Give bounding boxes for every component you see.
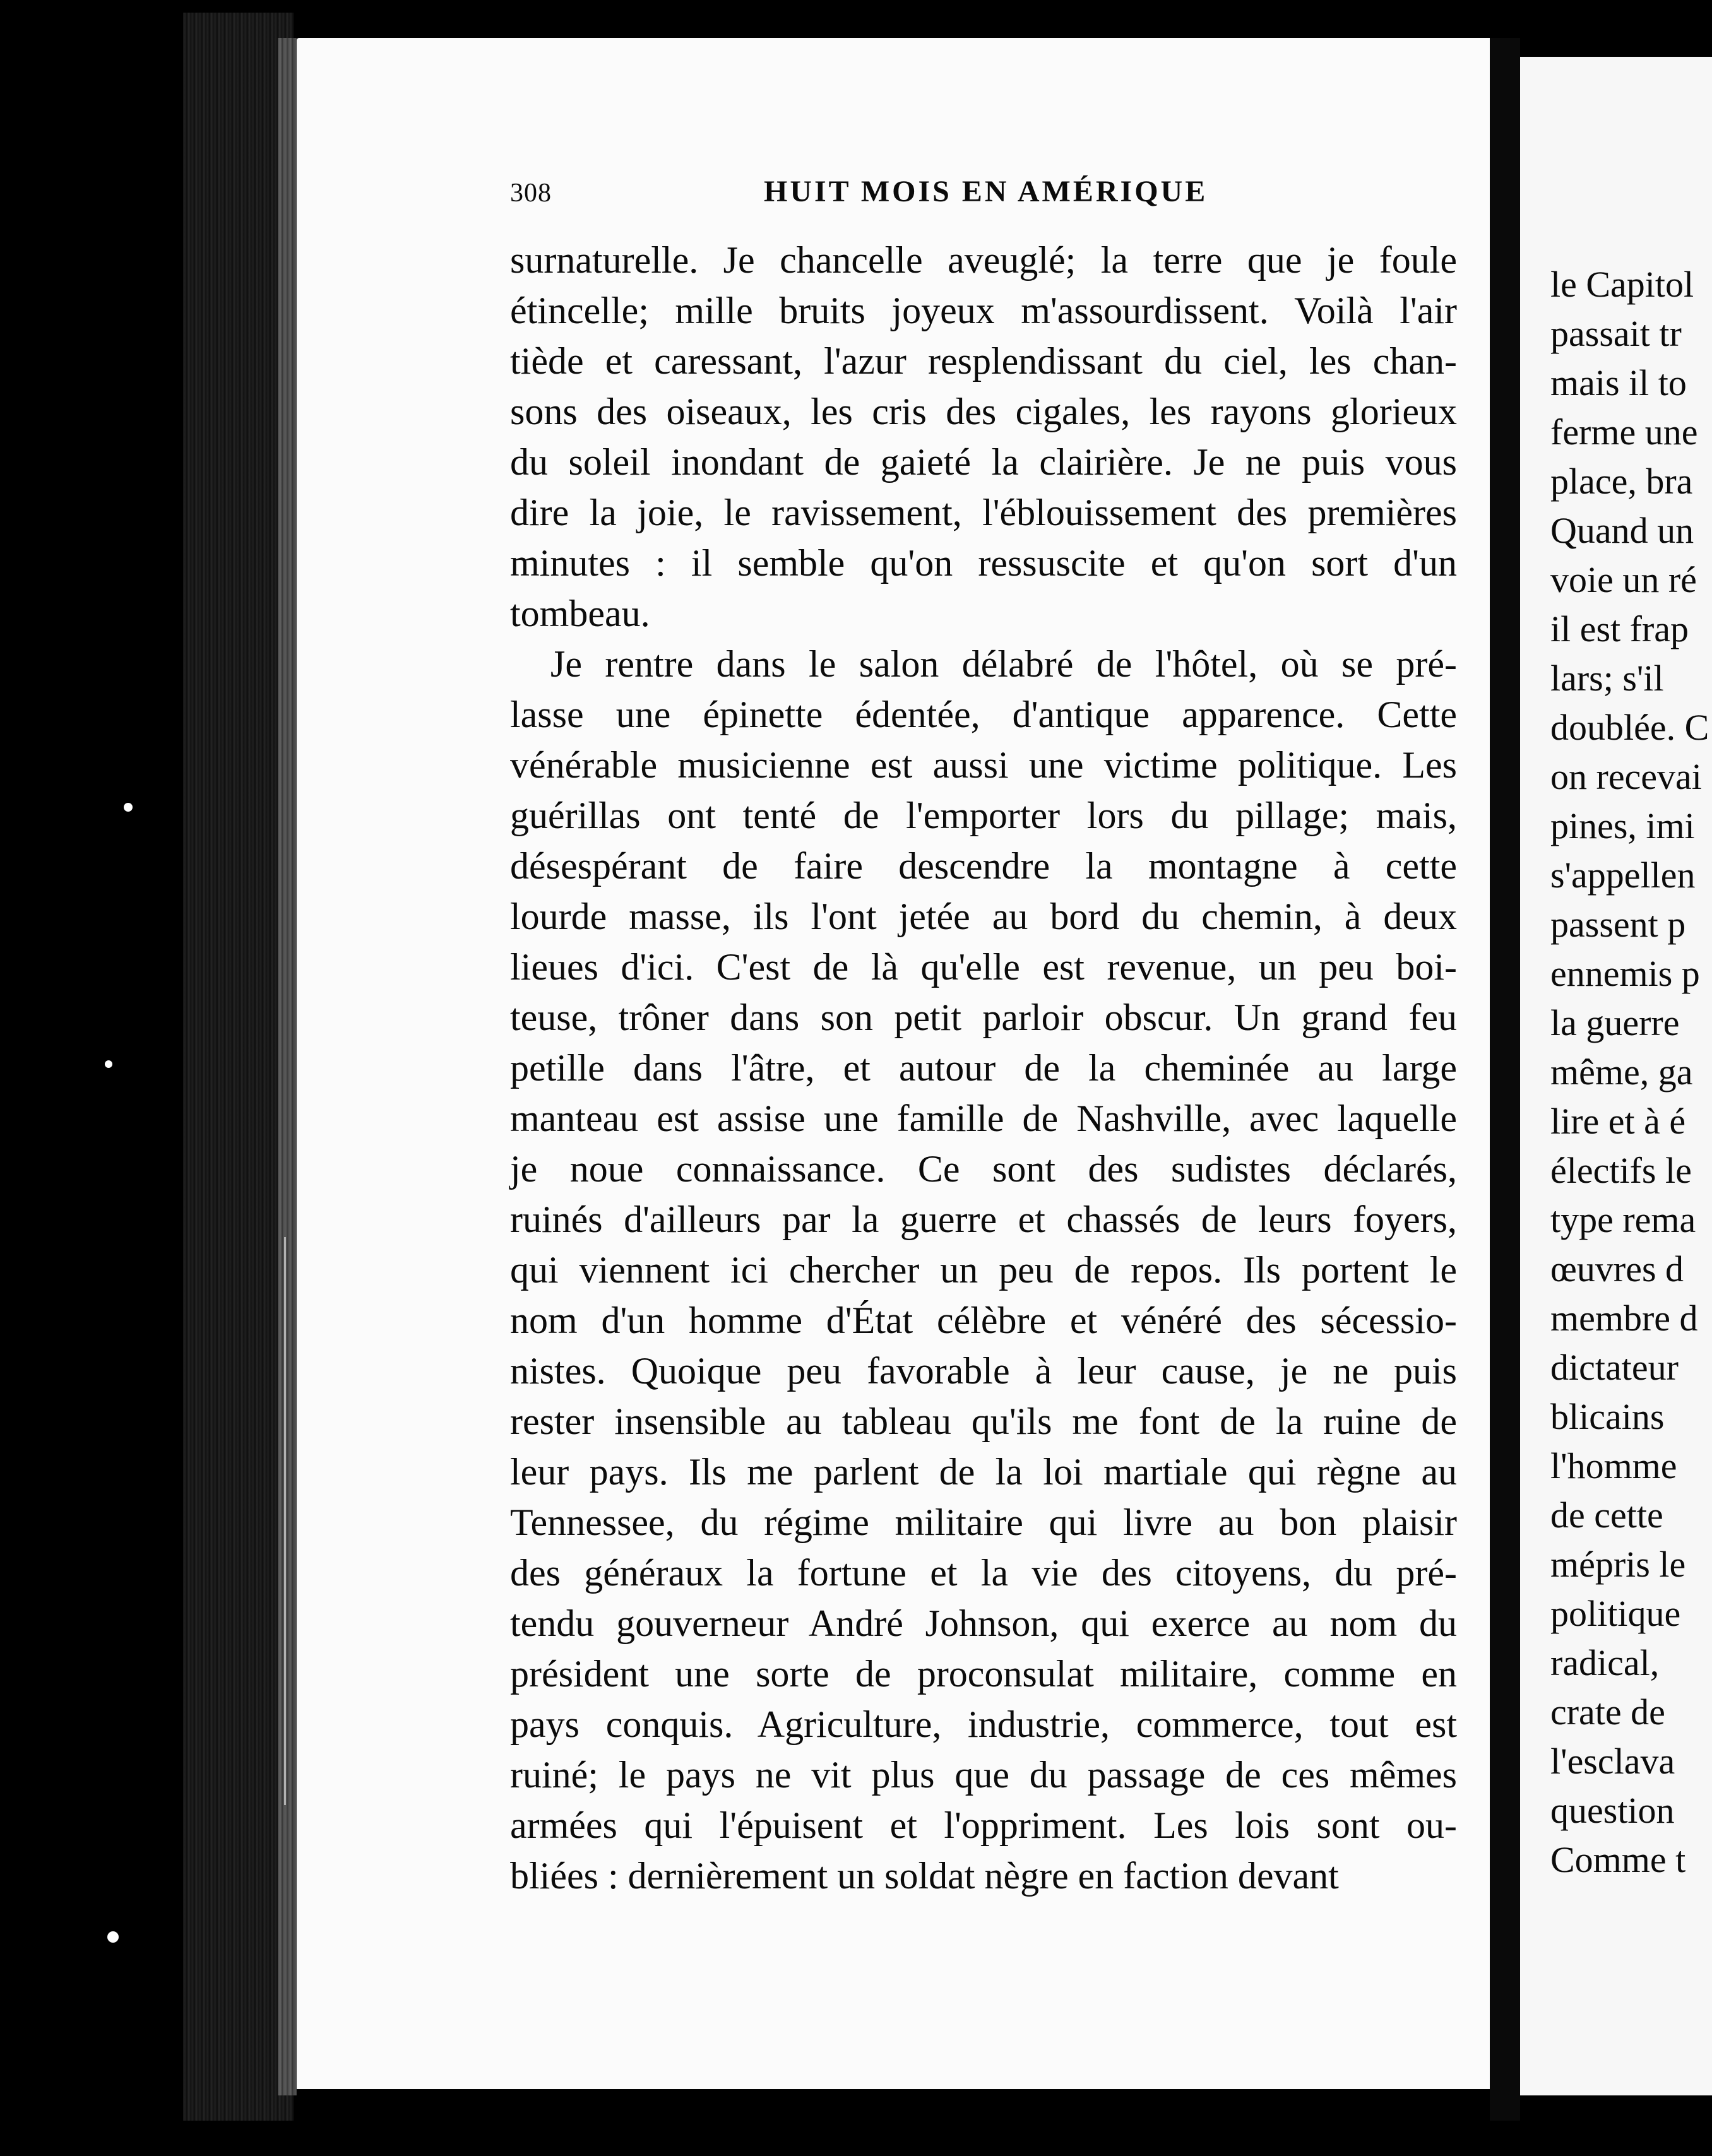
paragraph-2-line: qui viennent ici chercher un peu de repos. Ils portent le xyxy=(510,1249,1457,1291)
paragraph-2-line: rester insensible au tableau qu'ils me font de la ruine de xyxy=(510,1401,1457,1442)
facing-page-line: passait tr xyxy=(1550,313,1682,354)
facing-page-line: Comme t xyxy=(1550,1839,1686,1880)
facing-page-line: membre d xyxy=(1550,1298,1698,1339)
paragraph-1-line: du soleil inondant de gaieté la clairière. Je ne puis vous xyxy=(510,441,1457,483)
paragraph-2-line: Je rentre dans le salon délabré de l'hôtel, où se pré- xyxy=(550,643,1457,685)
paragraph-1-line: tombeau. xyxy=(510,593,650,634)
facing-page xyxy=(1520,57,1712,2095)
facing-page-line: doublée. C xyxy=(1550,707,1709,748)
paragraph-1-line: minutes : il semble qu'on ressuscite et qu'on sort d'un xyxy=(510,542,1457,584)
paragraph-2-line: guérillas ont tenté de l'emporter lors du pillage; mais, xyxy=(510,795,1457,836)
facing-page-line: radical, xyxy=(1550,1642,1660,1683)
paragraph-2-line: lourde masse, ils l'ont jetée au bord du chemin, à deux xyxy=(510,896,1457,937)
paper-fiber xyxy=(284,1237,286,1805)
body-text xyxy=(510,235,1457,1901)
paragraph-2-line: président une sorte de proconsulat militaire, comme en xyxy=(510,1653,1457,1695)
facing-page-line: dictateur xyxy=(1550,1347,1679,1388)
facing-page-line: œuvres d xyxy=(1550,1248,1684,1289)
running-title: HUIT MOIS EN AMÉRIQUE xyxy=(764,175,1208,208)
dust-speck xyxy=(124,803,133,812)
paragraph-2-line: petille dans l'âtre, et autour de la cheminée au large xyxy=(510,1047,1457,1089)
facing-page-line: lire et à é xyxy=(1550,1101,1686,1142)
paragraph-1-line: étincelle; mille bruits joyeux m'assourdissent. Voilà l'air xyxy=(510,290,1457,331)
paragraph-2-line: armées qui l'épuisent et l'oppriment. Les lois sont ou- xyxy=(510,1804,1457,1846)
paragraph-2-line: nistes. Quoique peu favorable à leur cause, je ne puis xyxy=(510,1350,1457,1392)
paragraph-1-line: sons des oiseaux, les cris des cigales, les rayons glorieux xyxy=(510,391,1457,432)
facing-page-line: politique xyxy=(1550,1593,1681,1634)
page-edge-highlight xyxy=(278,38,297,2095)
paragraph-2-line: je noue connaissance. Ce sont des sudistes déclarés, xyxy=(510,1148,1457,1190)
facing-page-line: mais il to xyxy=(1550,362,1687,403)
paragraph-2-line: leur pays. Ils me parlent de la loi martiale qui règne au xyxy=(510,1451,1457,1493)
paragraph-1-line: tiède et caressant, l'azur resplendissant du ciel, les chan- xyxy=(510,340,1457,382)
facing-page-line: place, bra xyxy=(1550,461,1693,502)
facing-page-text xyxy=(1520,260,1712,1885)
paragraph-2-line: pays conquis. Agriculture, industrie, commerce, tout est xyxy=(510,1703,1457,1745)
facing-page-line: le Capitol xyxy=(1550,264,1694,305)
paragraph-2-line: vénérable musicienne est aussi une victime politique. Les xyxy=(510,744,1457,786)
facing-page-line: la guerre xyxy=(1550,1002,1680,1043)
paragraph-1-line: dire la joie, le ravissement, l'éblouissement des premières xyxy=(510,492,1457,533)
facing-page-line: électifs le xyxy=(1550,1150,1692,1191)
facing-page-line: pines, imi xyxy=(1550,805,1695,846)
dust-speck xyxy=(107,1931,119,1943)
dust-speck xyxy=(105,1060,112,1068)
book-page-edges xyxy=(183,13,294,2121)
book-gutter xyxy=(1490,38,1520,2121)
facing-page-line: type rema xyxy=(1550,1199,1696,1240)
facing-page-line: mépris le xyxy=(1550,1544,1686,1585)
facing-page-line: s'appellen xyxy=(1550,855,1696,896)
paragraph-2-line: ruinés d'ailleurs par la guerre et chassés de leurs foyers, xyxy=(510,1199,1457,1240)
paragraph-2-line: lieues d'ici. C'est de là qu'elle est revenue, un peu boi- xyxy=(510,946,1457,988)
facing-page-line: lars; s'il xyxy=(1550,658,1664,699)
paragraph-2-line: tendu gouverneur André Johnson, qui exerce au nom du xyxy=(510,1602,1457,1644)
facing-page-line: Quand un xyxy=(1550,510,1694,551)
paragraph-2-line: manteau est assise une famille de Nashville, avec laquelle xyxy=(510,1098,1457,1139)
facing-page-line: question xyxy=(1550,1790,1675,1831)
facing-page-line: voie un ré xyxy=(1550,559,1697,600)
facing-page-line: il est frap xyxy=(1550,608,1689,649)
paragraph-2-line: Tennessee, du régime militaire qui livre au bon plaisir xyxy=(510,1502,1457,1543)
facing-page-line: blicains xyxy=(1550,1396,1665,1437)
paragraph-2-line: teuse, trôner dans son petit parloir obscur. Un grand feu xyxy=(510,997,1457,1038)
page-header xyxy=(510,169,1457,220)
paragraph-2-line: ruiné; le pays ne vit plus que du passage de ces mêmes xyxy=(510,1754,1457,1796)
facing-page-line: même, ga xyxy=(1550,1051,1693,1093)
paragraph-2-line: bliées : dernièrement un soldat nègre en faction devant xyxy=(510,1855,1339,1897)
facing-page-line: l'esclava xyxy=(1550,1741,1675,1782)
paragraph-1-line: surnaturelle. Je chancelle aveuglé; la terre que je foule xyxy=(510,239,1457,281)
paragraph-2-line: désespérant de faire descendre la montagne à cette xyxy=(510,845,1457,887)
paragraph-2-line: lasse une épinette édentée, d'antique apparence. Cette xyxy=(510,694,1457,735)
paragraph-2-line: des généraux la fortune et la vie des citoyens, du pré- xyxy=(510,1552,1457,1594)
facing-page-line: crate de xyxy=(1550,1691,1665,1732)
page-number: 308 xyxy=(510,179,552,208)
facing-page-line: de cette xyxy=(1550,1495,1663,1536)
facing-page-line: ferme une xyxy=(1550,412,1698,453)
facing-page-line: ennemis p xyxy=(1550,953,1700,994)
facing-page-line: passent p xyxy=(1550,904,1686,945)
paragraph-2-line: nom d'un homme d'État célèbre et vénéré des sécessio- xyxy=(510,1300,1457,1341)
facing-page-line: l'homme xyxy=(1550,1445,1677,1486)
facing-page-line: on recevai xyxy=(1550,756,1702,797)
